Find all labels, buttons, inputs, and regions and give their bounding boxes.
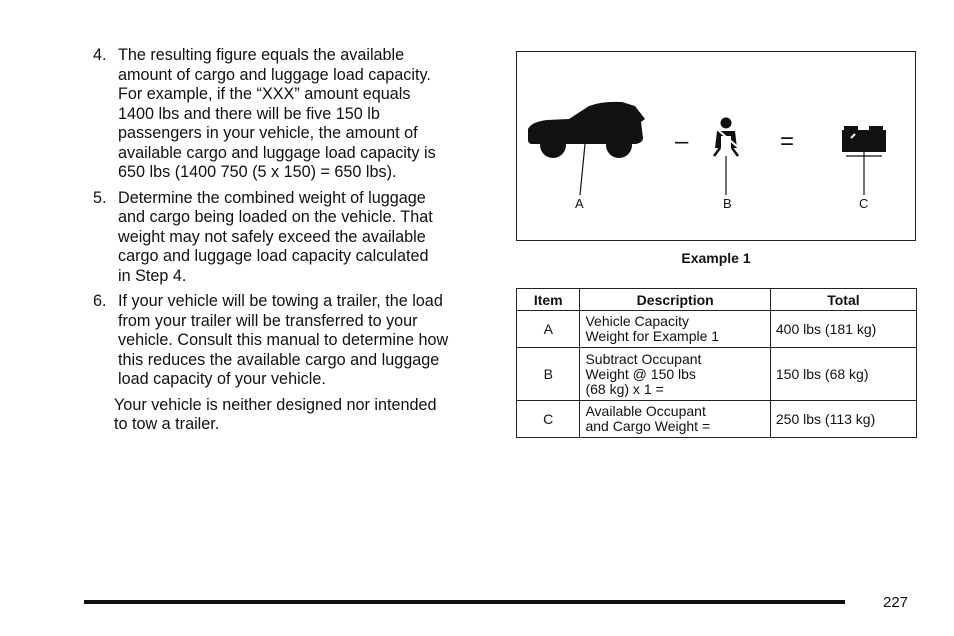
description-cell: Vehicle Capacity Weight for Example 1	[580, 311, 770, 348]
equals-sign: =	[780, 128, 795, 155]
example-figure	[516, 51, 916, 241]
table-row	[517, 401, 917, 438]
description-cell: Subtract Occupant Weight @ 150 lbs (68 kg) x 1 =	[580, 348, 770, 401]
step-5	[93, 189, 493, 287]
step-number: 6.	[93, 292, 107, 310]
table-row	[517, 311, 917, 348]
table-header-row	[517, 289, 917, 311]
item-cell: A	[517, 311, 580, 348]
total-cell: 250 lbs (113 kg)	[770, 401, 916, 438]
total-cell: 150 lbs (68 kg)	[770, 348, 916, 401]
column-header: Total	[770, 289, 916, 311]
step-4	[93, 46, 493, 183]
table-row	[517, 348, 917, 401]
page-number: 227	[883, 594, 909, 611]
step-text: Determine the combined weight of luggage and cargo being loaded on the vehicle. That weight may not safely exceed the available cargo and luggage load capacity calculated in Step 4.	[118, 188, 433, 285]
label-c: C	[859, 196, 869, 211]
step-6	[93, 292, 493, 390]
step-number: 5.	[93, 188, 107, 207]
label-a: A	[575, 196, 584, 211]
seatbelt-occupant-icon	[714, 118, 739, 196]
minus-sign: –	[675, 128, 689, 155]
item-cell: B	[517, 348, 580, 401]
trailer-note: Your vehicle is neither designed nor intended to tow a trailer.	[114, 395, 437, 433]
item-cell: C	[517, 401, 580, 438]
car-icon	[528, 102, 645, 195]
step-text: The resulting figure equals the available amount of cargo and luggage load capacity. For example, if the “XXX” amount equals 1400 lbs and there will be five 150 lb passengers in your vehicle, the amount of available cargo and luggage load capacity is 650 lbs (1400 750 (5 x 150) = 650 lbs).	[118, 46, 436, 181]
footer-rule	[84, 600, 845, 604]
description-cell: Available Occupant and Cargo Weight =	[580, 401, 770, 438]
step-text: If your vehicle will be towing a trailer, the load from your trailer will be transferred to your vehicle. Consult this manual to determine how this reduces the available cargo and luggage load capacity of your vehicle.	[118, 292, 449, 388]
column-header: Description	[580, 289, 770, 311]
instructions-column	[93, 46, 493, 435]
label-b: B	[723, 196, 732, 211]
cargo-luggage-icon	[842, 126, 886, 195]
figure-caption: Example 1	[681, 250, 751, 266]
total-cell: 400 lbs (181 kg)	[770, 311, 916, 348]
step-number: 4.	[93, 46, 107, 64]
column-header: Item	[517, 289, 580, 311]
load-table	[516, 288, 917, 438]
